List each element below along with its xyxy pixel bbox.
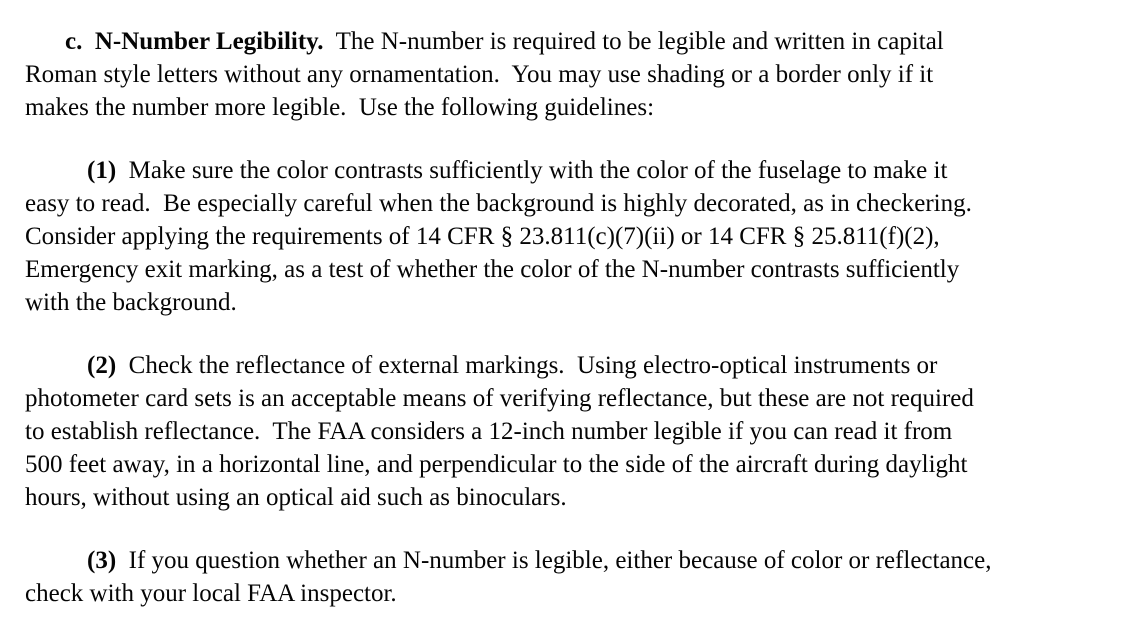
text-run: with the background.	[25, 289, 237, 316]
text-run: makes the number more legible. Use the following guidelines:	[25, 94, 655, 121]
text-run: Roman style letters without any ornamentation. You may use shading or a border only if it	[25, 61, 934, 88]
text-line	[25, 154, 1126, 187]
text-line	[25, 286, 1126, 319]
text-line	[25, 448, 1126, 481]
text-run: photometer card sets is an acceptable means of verifying reflectance, but these are not required	[25, 385, 974, 412]
text-run: The N-number is required to be legible and written in capital	[323, 28, 944, 55]
paragraph-3	[25, 544, 1126, 610]
text-run: Consider applying the requirements of 14 CFR § 23.811(c)(7)(ii) or 14 CFR § 25.811(f)(2),	[25, 223, 940, 250]
text-line	[25, 349, 1126, 382]
text-line	[25, 187, 1126, 220]
text-line	[25, 58, 1126, 91]
text-run: Check the reflectance of external markings. Using electro-optical instruments or	[116, 352, 938, 379]
text-run: to establish reflectance. The FAA considers a 12-inch number legible if you can read it from	[25, 418, 953, 445]
text-run: easy to read. Be especially careful when the background is highly decorated, as in checkering.	[25, 190, 972, 217]
text-run: Emergency exit marking, as a test of whether the color of the N-number contrasts sufficiently	[25, 256, 960, 283]
text-line	[25, 577, 1126, 610]
text-line	[25, 91, 1126, 124]
text-run: If you question whether an N-number is legible, either because of color or reflectance,	[116, 547, 992, 574]
text-run: check with your local FAA inspector.	[25, 580, 397, 607]
text-run: Make sure the color contrasts sufficiently with the color of the fuselage to make it	[116, 157, 948, 184]
paragraph-2	[25, 349, 1126, 514]
bold-run: (1)	[87, 157, 117, 184]
paragraph-1	[25, 154, 1126, 319]
text-line	[25, 382, 1126, 415]
document-body	[25, 25, 1126, 610]
text-line	[25, 220, 1126, 253]
text-line	[25, 415, 1126, 448]
text-line	[25, 544, 1126, 577]
text-run: hours, without using an optical aid such as binoculars.	[25, 484, 567, 511]
paragraph-c-n-number-legibility	[25, 25, 1126, 124]
text-line	[25, 253, 1126, 286]
text-line	[25, 481, 1126, 514]
text-run: 500 feet away, in a horizontal line, and perpendicular to the side of the aircraft during daylight	[25, 451, 968, 478]
bold-run: (2)	[87, 352, 117, 379]
text-line	[25, 25, 1126, 58]
bold-run: (3)	[87, 547, 117, 574]
bold-run: c. N-Number Legibility.	[65, 28, 324, 55]
